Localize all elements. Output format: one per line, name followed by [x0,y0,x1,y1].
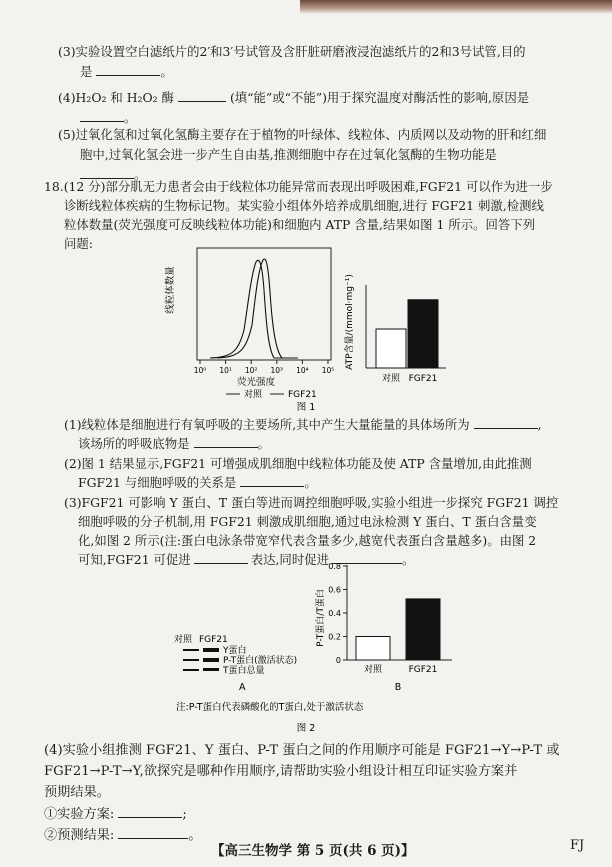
gel-band-y-control [183,649,199,651]
q18-2-line1: (2)图 1 结果显示,FGF21 可增强成肌细胞中线粒体功能及使 ATP 含量增加,由此推测 [64,456,532,471]
page-footer: 【高三生物学 第 5 页(共 6 页)】 [211,843,415,859]
fig2b-tick-label: 0.4 [328,609,341,618]
fig2a-col-fgf: FGF21 [199,635,228,645]
q17-3-line2: 是 。 [80,64,173,79]
gel-band-t-control [183,669,199,671]
gel-row-t: T蛋白总量 [223,666,265,676]
fig1a-curve-fgf21 [217,259,298,358]
q18-4-result: ②预测结果: 。 [44,828,202,843]
fig1b-bar-0 [376,329,406,368]
fig2-gel [174,633,297,693]
q18-3-line2: 细胞呼吸的分子机制,用 FGF21 刺激成肌细胞,通过电泳检测 Y 蛋白、T 蛋白含量变 [78,514,537,529]
fig2b-category-0: 对照 [363,665,383,675]
fig2b-tick-label: 0 [335,656,341,665]
gel-band-t-fgf [203,668,219,671]
q18-intro-line4: 问题: [64,236,93,251]
gel-row-y: Y蛋白 [223,646,247,656]
fig2b-ylabel: P-T蛋白/T蛋白 [316,589,326,647]
fig2a-panel-label: A [239,682,246,693]
q18-intro-line1: 18.(12 分)部分肌无力患者会由于线粒体功能异常而表现出呼吸困难,FGF21 可以作为进一步 [44,179,553,194]
q18-3-line3: 化,如图 2 所示(注:蛋白电泳条带宽窄代表含量多少,越宽代表蛋白含量越多)。由图 2 [78,533,537,548]
footer-code: FJ [570,838,585,853]
fig2-note: 注:P-T蛋白代表磷酸化的T蛋白,处于激活状态 [176,702,364,713]
fig1b-bar-1 [408,300,438,368]
fig1a-tick-label: 10⁰ [193,366,207,375]
q18-4-line3: 预期结果。 [44,785,110,800]
fig2b-tick-label: 0.6 [328,585,341,595]
fig1a-tick-label: 10⁴ [296,366,309,375]
q17-5-line1: (5)过氧化氢和过氧化氢酶主要存在于植物的叶绿体、线粒体、内质网以及动物的肝和红细 [58,127,547,142]
q18-4-plan: ①实验方案: ; [44,807,187,822]
q18-3-line4: 可知,FGF21 可促进 表达,同时促进 。 [78,552,415,567]
fig1-histogram [164,248,334,400]
q17-4-line2: 。 [80,108,136,127]
fig2a-col-control: 对照 [174,635,193,645]
fig1a-xlabel: 荧光强度 [236,377,276,388]
fig1-atp-chart [343,274,446,384]
fig1a-legend-control: 对照 [244,390,263,400]
fig2b-bar-0 [356,637,390,661]
q17-5-line3: 。 [80,165,146,184]
fig1a-curve-control [210,260,290,358]
fig1a-ylabel: 线粒体数量 [165,266,176,314]
gel-band-y-fgf [203,648,219,652]
fig2-ratio-chart [314,562,452,693]
fig2b-bar-1 [406,599,440,660]
q18-intro-line3: 粒体数量(荧光强度可反映线粒体功能)和细胞内 ATP 含量,结果如图 1 所示。回答下列 [64,217,536,232]
q17-3-line1: (3)实验设置空白滤纸片的2′和3′号试管及含肝脏研磨液浸泡滤纸片的2和3号试管,目的 [58,44,526,59]
q17-4-line1: (4)H₂O₂ 和 H₂O₂ 酶 (填“能”或“不能”)用于探究温度对酶活性的影响,原因是 [58,90,530,105]
gel-band-pt-fgf [203,658,219,662]
q17-5-line2: 胞中,过氧化氢会进一步产生自由基,推测细胞中存在过氧化氢酶的生物功能是 [80,147,497,162]
fig1b-ylabel: ATP含量/(mmol·mg⁻¹) [345,274,355,370]
q18-4-line1: (4)实验小组推测 FGF21、Y 蛋白、P-T 蛋白之间的作用顺序可能是 FGF21→Y→P-T 或 [44,743,560,758]
q18-3-line1: (3)FGF21 可影响 Y 蛋白、T 蛋白等进而调控细胞呼吸,实验小组进一步探究 FGF21 调控 [64,495,559,510]
fig2-caption: 图 2 [296,723,316,734]
q18-intro-line2: 诊断线粒体疾病的生物标记物。某实验小组体外培养成肌细胞,进行 FGF21 刺激,检测线 [64,198,544,213]
fig1b-category-1: FGF21 [408,374,438,384]
page-edge-shadow [300,0,612,14]
fig2b-tick-label: 0.2 [328,632,341,642]
fig1a-tick-label: 10³ [270,366,284,375]
fig2b-tick-label: 0.8 [328,562,341,571]
fig1a-frame [197,248,331,360]
fig1a-tick-label: 10⁵ [321,366,335,375]
q18-4-line2: FGF21→P-T→Y,欲探究是哪种作用顺序,请帮助实验小组设计相互印证实验方案并 [44,764,518,779]
fig1-caption: 图 1 [296,402,316,413]
fig2b-panel-label: B [394,682,402,693]
q18-1-line1: (1)线粒体是细胞进行有氧呼吸的主要场所,其中产生大量能量的具体场所为 , [64,417,542,432]
fig1a-tick-label: 10² [244,366,258,375]
gel-row-pt: P-T蛋白(激活状态) [223,656,298,666]
fig1a-legend-fgf: FGF21 [288,390,317,400]
fig2b-category-1: FGF21 [408,665,438,675]
fig1b-category-0: 对照 [381,374,401,384]
fig1a-tick-label: 10¹ [219,366,232,375]
q18-2-line2: FGF21 与细胞呼吸的关系是 。 [78,475,317,490]
q18-1-line2: 该场所的呼吸底物是 。 [78,436,270,451]
gel-band-pt-control [183,659,199,661]
